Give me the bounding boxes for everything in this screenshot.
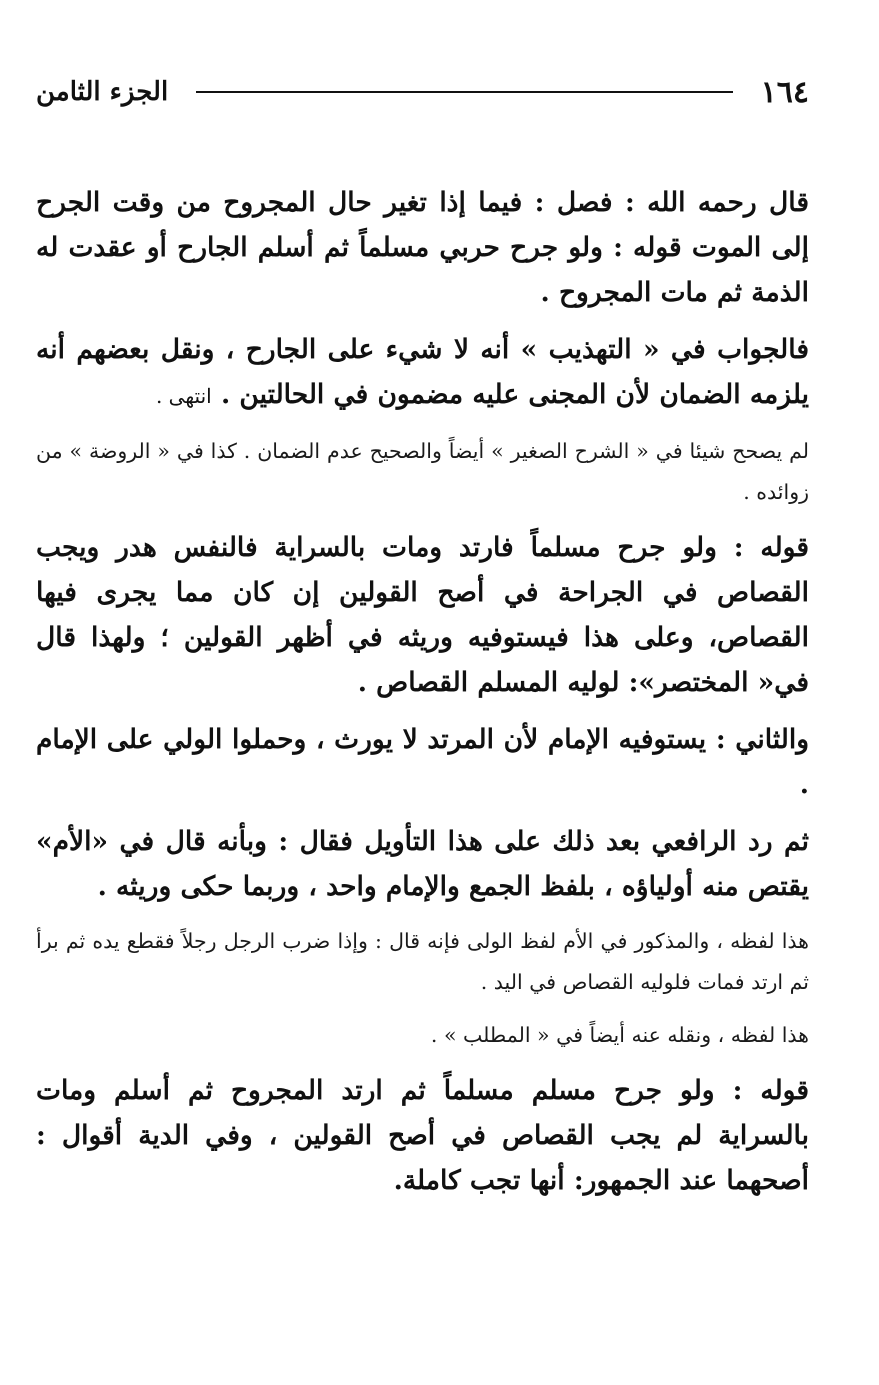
running-title: الجزء الثامن — [36, 77, 169, 107]
rafii-paragraph: ثم رد الرافعي بعد ذلك على هذا التأويل فقال : وبأنه قال في «الأم» يقتص منه أولياؤه ، بلفظ الجمع والإمام واحد ، وربما حكى وريثه . — [36, 826, 809, 902]
page-number: ١٦٤ — [760, 74, 809, 110]
answer-paragraph — [36, 327, 809, 419]
paragraph-end-marker: انتهى . — [155, 384, 212, 408]
page-header — [36, 70, 809, 114]
commentary-note: لم يصحح شيئا في « الشرح الصغير » أيضاً والصحيح عدم الضمان . كذا في « الروضة » من زوائده . — [36, 439, 809, 504]
header-rule — [196, 91, 732, 93]
commentary-note: هذا لفظه ، والمذكور في الأم لفظ الولى فإنه قال : وإذا ضرب الرجل رجلاً فقطع يده ثم برأ ثم ارتد فمات فلوليه القصاص في اليد . — [36, 929, 809, 994]
section-paragraph — [36, 180, 809, 315]
paragraph-text: قال رحمه الله : فصل : فيما إذا تغير حال المجروح من وقت الجرح إلى الموت قوله : ولو جرح حربي مسلماً ثم أسلم الجارح أو عقدت له الذمة ثم مات المجروح . — [36, 187, 809, 308]
quote-paragraph: قوله : ولو جرح مسلماً فارتد ومات بالسراية فالنفس هدر ويجب القصاص في الجراحة في أصح القولين إن كان مما يجرى فيها القصاص، وعلى هذا فيستوفيه وريثه في أظهر القولين ؛ ولهذا قال في« المختصر»: لوليه المسلم القصاص . — [36, 532, 809, 698]
commentary-note: هذا لفظه ، ونقله عنه أيضاً في « المطلب » . — [430, 1023, 809, 1047]
page-body — [36, 180, 809, 1215]
second-opinion-paragraph: والثاني : يستوفيه الإمام لأن المرتد لا يورث ، وحملوا الولي على الإمام . — [36, 724, 809, 800]
quote-paragraph: قوله : ولو جرح مسلم مسلماً ثم ارتد المجروح ثم أسلم ومات بالسراية لم يجب القصاص في أصح القولين ، وفي الدية أقوال : أصحهما عند الجمهور: أنها تجب كاملة. — [36, 1075, 809, 1196]
paragraph-text: فالجواب في « التهذيب » أنه لا شيء على الجارح ، ونقل بعضهم أنه يلزمه الضمان لأن المجنى عليه مضمون في الحالتين . — [36, 334, 809, 410]
